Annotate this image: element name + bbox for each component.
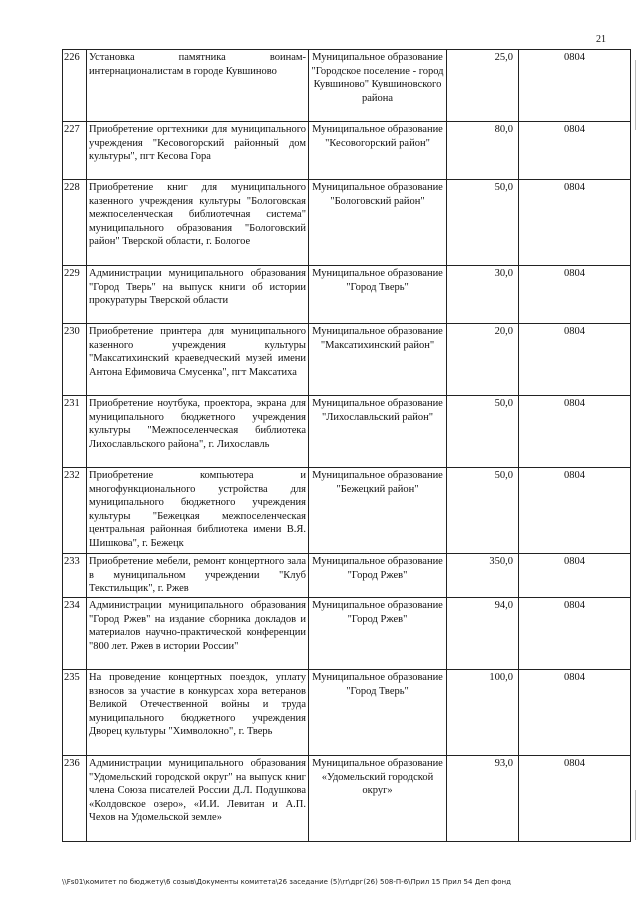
row-description: Приобретение книг для муниципального казенного учреждения культуры "Бологовская межпоселенческая библиотечная система" муниципального образования "Бологовский район" Тверской области, г. Бологое [87,180,309,266]
row-recipient: Муниципальное образование "Город Тверь" [309,670,447,756]
row-recipient: Муниципальное образование "Город Ржев" [309,554,447,598]
table-row [63,554,631,598]
table-row [63,670,631,756]
table-row [63,468,631,554]
row-code: 0804 [519,50,631,122]
row-code: 0804 [519,554,631,598]
row-amount: 350,0 [447,554,519,598]
row-recipient: Муниципальное образование "Кесовогорский район" [309,122,447,180]
row-number: 227 [63,122,87,180]
row-description: Приобретение ноутбука, проектора, экрана для муниципального бюджетного учреждения культуры "Межпоселенческая библиотека Лихославльского района", г. Лихославль [87,396,309,468]
table-row [63,180,631,266]
row-description: Администрации муниципального образования "Город Ржев" на издание сборника докладов и материалов научно-практической конференции "800 лет. Ржев в истории России" [87,598,309,670]
row-description: Приобретение оргтехники для муниципального учреждения "Кесовогорский районный дом культуры", пгт Кесова Гора [87,122,309,180]
row-number: 234 [63,598,87,670]
row-amount: 80,0 [447,122,519,180]
file-path-footer: \\Fs01\комитет по бюджету\6 созыв\Документы комитета\26 заседание (5)\rr\дрг(26) 508-П-6\Прил 15 Прил 54 Деп фонд [62,878,511,886]
row-number: 235 [63,670,87,756]
row-number: 233 [63,554,87,598]
row-amount: 100,0 [447,670,519,756]
row-code: 0804 [519,670,631,756]
row-code: 0804 [519,396,631,468]
row-amount: 50,0 [447,180,519,266]
row-description: Администрации муниципального образования "Удомельский городской округ" на выпуск книг члена Союза писателей России Д.Л. Подушкова «Колдовское озеро», «И.И. Левитан и А.П. Чехов на Удомельской земле» [87,756,309,842]
row-amount: 50,0 [447,468,519,554]
scan-margin-mark [635,60,636,130]
row-code: 0804 [519,598,631,670]
row-code: 0804 [519,180,631,266]
row-number: 228 [63,180,87,266]
row-number: 226 [63,50,87,122]
row-amount: 93,0 [447,756,519,842]
table-row [63,266,631,324]
row-recipient: Муниципальное образование "Город Тверь" [309,266,447,324]
row-recipient: Муниципальное образование "Максатихинский район" [309,324,447,396]
row-code: 0804 [519,324,631,396]
table-row [63,396,631,468]
row-amount: 94,0 [447,598,519,670]
budget-table-body [63,50,631,842]
table-row [63,122,631,180]
row-description: Приобретение принтера для муниципального казенного учреждения культуры "Максатихинский краеведческий музей имени Антона Ефимовича Смусенка", пгт Максатиха [87,324,309,396]
row-description: Приобретение мебели, ремонт концертного зала в муниципальном учреждении "Клуб Текстильщик", г. Ржев [87,554,309,598]
row-description: Приобретение компьютера и многофункционального устройства для муниципального бюджетного учреждения культуры "Бежецкая межпоселенческая центральная районная библиотека имени В.Я. Шишкова", г. Бежецк [87,468,309,554]
table-row [63,598,631,670]
row-recipient: Муниципальное образование "Лихославльский район" [309,396,447,468]
table-row [63,756,631,842]
row-recipient: Муниципальное образование "Город Ржев" [309,598,447,670]
row-number: 230 [63,324,87,396]
row-amount: 25,0 [447,50,519,122]
row-number: 231 [63,396,87,468]
row-number: 232 [63,468,87,554]
row-code: 0804 [519,756,631,842]
row-amount: 30,0 [447,266,519,324]
row-number: 236 [63,756,87,842]
scan-margin-mark [635,790,636,840]
row-amount: 20,0 [447,324,519,396]
row-recipient: Муниципальное образование "Бологовский район" [309,180,447,266]
row-recipient: Муниципальное образование "Бежецкий район" [309,468,447,554]
page-number: 21 [596,34,606,45]
row-amount: 50,0 [447,396,519,468]
row-code: 0804 [519,122,631,180]
row-recipient: Муниципальное образование «Удомельский городской округ» [309,756,447,842]
table-row [63,324,631,396]
row-number: 229 [63,266,87,324]
row-code: 0804 [519,266,631,324]
row-description: На проведение концертных поездок, уплату взносов за участие в конкурсах хора ветеранов Великой Отечественной войны и труда муниципального бюджетного учреждения Дворец культуры "Химволокно", г. Тверь [87,670,309,756]
row-description: Установка памятника воинам-интернационалистам в городе Кувшиново [87,50,309,122]
row-recipient: Муниципальное образование "Городское поселение - город Кувшиново" Кувшиновского района [309,50,447,122]
table-row [63,50,631,122]
budget-table [62,49,631,842]
row-description: Администрации муниципального образования "Город Тверь" на выпуск книги об истории прокуратуры Тверской области [87,266,309,324]
row-code: 0804 [519,468,631,554]
